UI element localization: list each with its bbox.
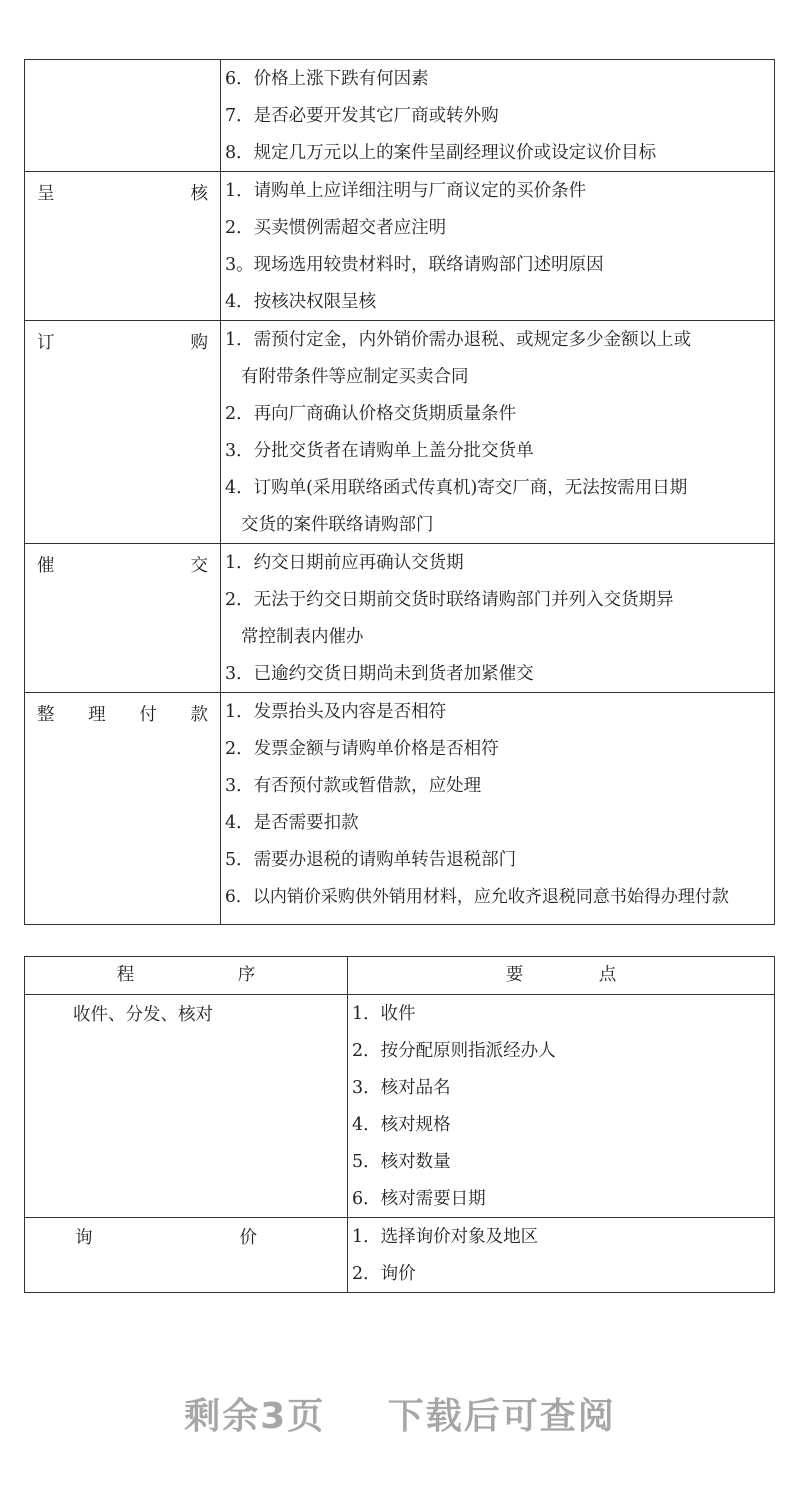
- header-procedure: [25, 957, 348, 995]
- label-char: 款: [190, 705, 208, 725]
- label-char: 理: [88, 705, 106, 725]
- list-item: 6．以内销价采购供外销用材料，应允收齐退税同意书始得办理付款: [225, 887, 729, 907]
- list-item: 5．需要办退税的请购单转告退税部门: [225, 850, 517, 870]
- list-item: 2．发票金额与请购单价格是否相符: [225, 739, 499, 759]
- table-row: [25, 1218, 775, 1293]
- header-char: 序: [237, 965, 256, 985]
- list-item: 1．需预付定金，内外销价需办退税、或规定多少金额以上或: [225, 330, 692, 350]
- row-label-empty: [25, 60, 221, 172]
- list-item: 1．选择询价对象及地区: [352, 1227, 539, 1247]
- row-content: [221, 693, 775, 925]
- list-item: 3．核对品名: [352, 1078, 451, 1098]
- procurement-procedure-table: [24, 59, 775, 925]
- row-label: [25, 1218, 348, 1293]
- header-char: 要: [505, 965, 524, 985]
- table-row: [25, 995, 775, 1218]
- list-item: 2．询价: [352, 1264, 416, 1284]
- row-content: [221, 544, 775, 693]
- row-content: [221, 60, 775, 172]
- list-item: 1．发票抬头及内容是否相符: [225, 702, 447, 722]
- list-item: 4．按核决权限呈核: [225, 292, 377, 312]
- label-char: 订: [37, 333, 55, 353]
- list-item: 2．按分配原则指派经办人: [352, 1041, 556, 1061]
- list-item-continuation: 常控制表内催办: [241, 627, 364, 647]
- remaining-pages-banner: [0, 1388, 800, 1439]
- list-item-continuation: 交货的案件联络请购部门: [241, 515, 434, 535]
- list-item: 6．价格上涨下跌有何因素: [225, 69, 429, 89]
- row-content: [221, 172, 775, 321]
- row-label: [25, 321, 221, 544]
- label-char: 价: [239, 1228, 257, 1248]
- list-item: 7．是否必要开发其它厂商或转外购: [225, 106, 499, 126]
- label-char: 付: [139, 705, 157, 725]
- table-header-row: [25, 957, 775, 995]
- list-item: 1．请购单上应详细注明与厂商议定的买价条件: [225, 181, 587, 201]
- list-item: 1．收件: [352, 1004, 416, 1024]
- table-row: [25, 172, 775, 321]
- label-char: 询: [75, 1228, 93, 1248]
- row-content: [348, 995, 775, 1218]
- list-item: 8．规定几万元以上的案件呈副经理议价或设定议价目标: [225, 143, 657, 163]
- label-char: 核: [190, 184, 208, 204]
- list-item: 3．分批交货者在请购单上盖分批交货单: [225, 441, 534, 461]
- row-content: [221, 321, 775, 544]
- header-char: 点: [598, 965, 617, 985]
- row-label: [25, 544, 221, 693]
- table-row: [25, 321, 775, 544]
- row-content: [348, 1218, 775, 1293]
- list-item: 4．核对规格: [352, 1115, 451, 1135]
- row-label: [25, 693, 221, 925]
- row-label: 收件、分发、核对: [25, 995, 348, 1218]
- list-item: 2．买卖惯例需超交者应注明: [225, 218, 447, 238]
- list-item: 3．有否预付款或暂借款，应处理: [225, 776, 482, 796]
- label-char: 呈: [37, 184, 55, 204]
- row-label: [25, 172, 221, 321]
- table-row: [25, 60, 775, 172]
- list-item: 6．核对需要日期: [352, 1189, 486, 1209]
- label-char: 整: [37, 705, 55, 725]
- label-char: 购: [190, 333, 208, 353]
- list-item: 3．已逾约交货日期尚未到货者加紧催交: [225, 664, 534, 684]
- list-item: 5．核对数量: [352, 1152, 451, 1172]
- list-item: 3。现场选用较贵材料时，联络请购部门述明原因: [225, 255, 604, 275]
- list-item: 4．订购单(采用联络函式传真机)寄交厂商，无法按需用日期: [225, 478, 688, 498]
- list-item: 2．再向厂商确认价格交货期质量条件: [225, 404, 517, 424]
- label-char: 交: [190, 556, 208, 576]
- download-to-view-text[interactable]: 下载后可查阅: [387, 1396, 616, 1437]
- table-row: [25, 693, 775, 925]
- label-char: 催: [37, 556, 55, 576]
- list-item: 1．约交日期前应再确认交货期: [225, 553, 464, 573]
- list-item-continuation: 有附带条件等应制定买卖合同: [241, 367, 469, 387]
- list-item: 2．无法于约交日期前交货时联络请购部门并列入交货期异: [225, 590, 674, 610]
- list-item: 4．是否需要扣款: [225, 813, 359, 833]
- header-char: 程: [116, 965, 135, 985]
- remaining-pages-text: 剩余3页: [184, 1396, 326, 1437]
- table-row: [25, 544, 775, 693]
- receiving-procedure-table: [24, 956, 775, 1293]
- header-points: [348, 957, 775, 995]
